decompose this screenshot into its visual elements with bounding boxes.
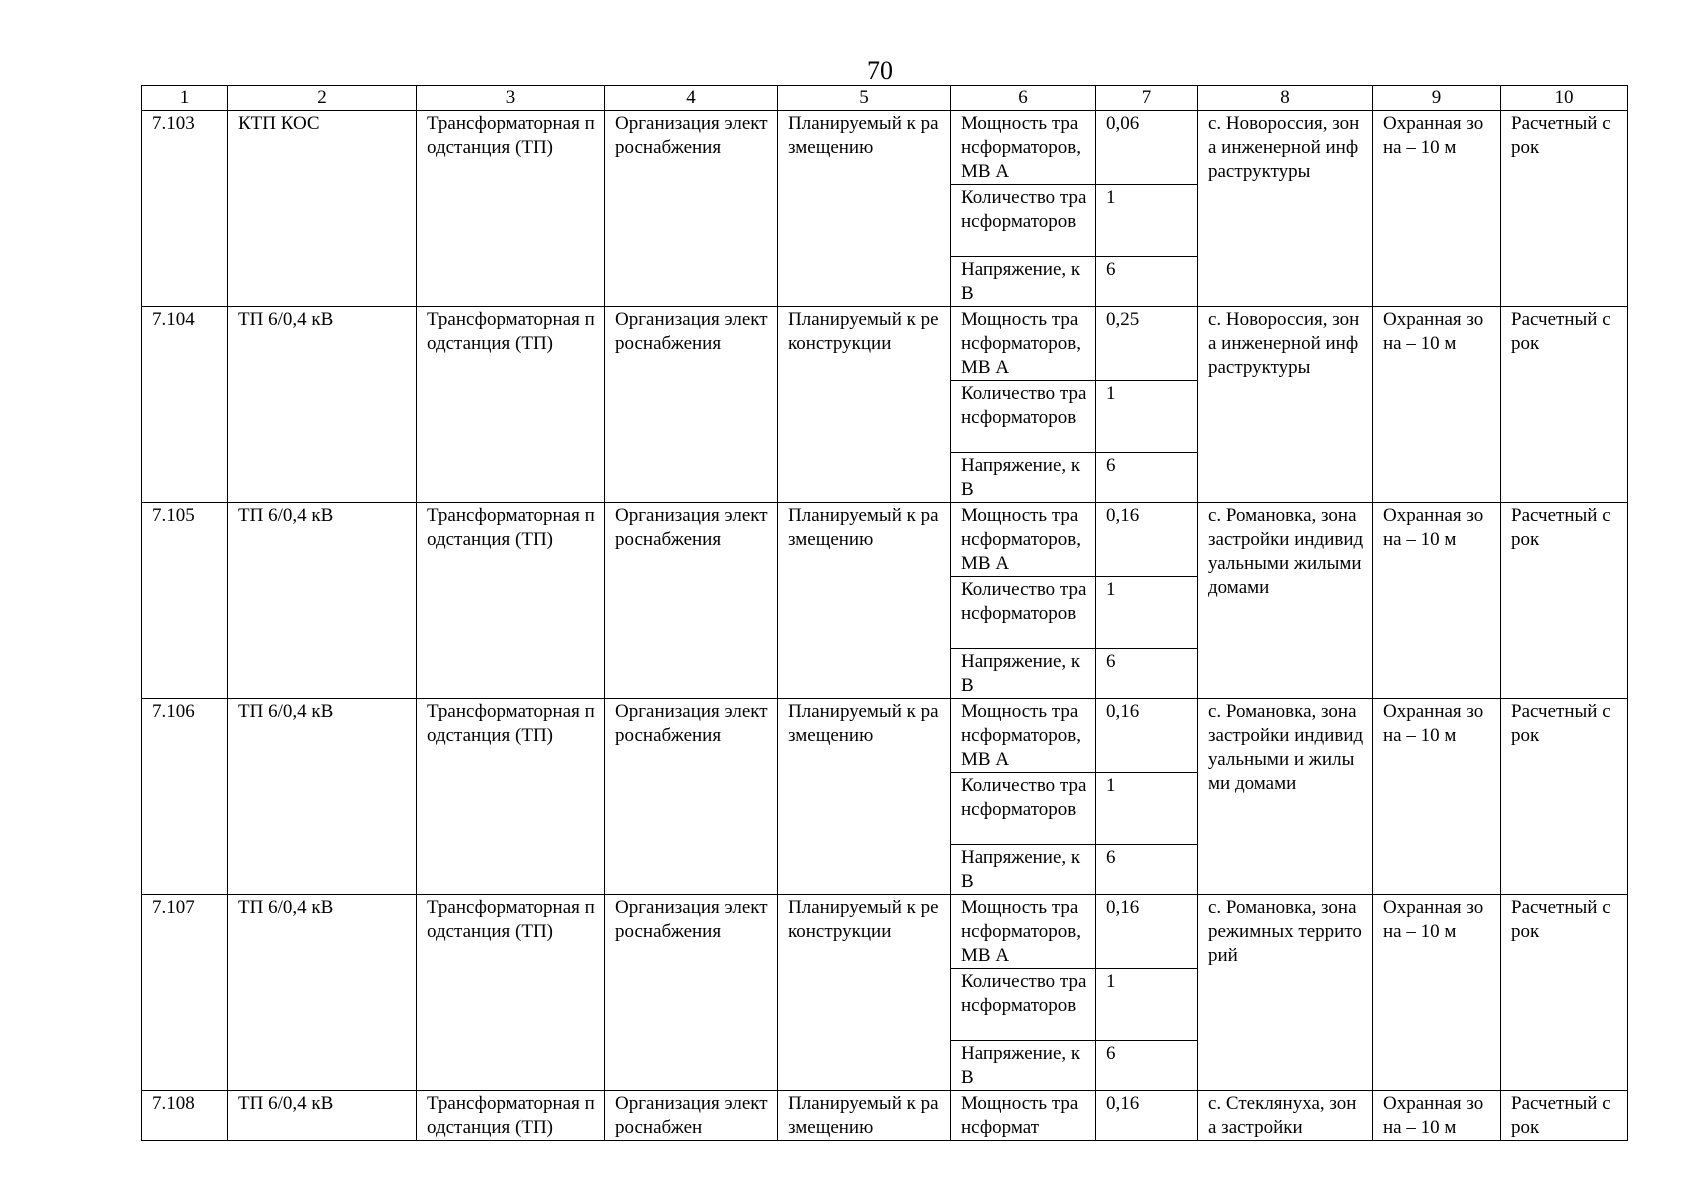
object-name: ТП 6/0,4 кВ <box>228 307 417 503</box>
param-value: 6 <box>1096 257 1198 307</box>
param-label: Мощность трансформаторов, МВ А <box>951 699 1096 773</box>
column-number-5: 5 <box>778 86 951 111</box>
param-label: Количество трансформаторов <box>951 969 1096 1041</box>
param-value: 6 <box>1096 1041 1198 1091</box>
param-value: 0,25 <box>1096 307 1198 381</box>
protection-zone: Охранная зона – 10 м <box>1373 111 1501 307</box>
param-value: 0,16 <box>1096 699 1198 773</box>
object-status: Планируемый к размещению <box>778 111 951 307</box>
row-number: 7.104 <box>142 307 228 503</box>
param-value: 1 <box>1096 185 1198 257</box>
column-number-4: 4 <box>605 86 778 111</box>
param-label: Мощность трансформаторов, МВ А <box>951 503 1096 577</box>
protection-zone: Охранная зона – 10 м <box>1373 307 1501 503</box>
implementation-term: Расчетный срок <box>1501 111 1628 307</box>
object-status: Планируемый к размещению <box>778 699 951 895</box>
row-number: 7.103 <box>142 111 228 307</box>
row-number: 7.105 <box>142 503 228 699</box>
param-label: Напряжение, кВ <box>951 845 1096 895</box>
protection-zone: Охранная зона – 10 м <box>1373 1091 1501 1141</box>
implementation-term: Расчетный срок <box>1501 699 1628 895</box>
param-value: 6 <box>1096 845 1198 895</box>
object-purpose: Организация электроснабжения <box>605 307 778 503</box>
object-location: с. Стеклянуха, зона застройки <box>1198 1091 1373 1141</box>
implementation-term: Расчетный срок <box>1501 1091 1628 1141</box>
table-row <box>142 503 1628 577</box>
object-type: Трансформаторная подстанция (ТП) <box>417 503 605 699</box>
param-label: Напряжение, кВ <box>951 453 1096 503</box>
implementation-term: Расчетный срок <box>1501 895 1628 1091</box>
param-value: 1 <box>1096 577 1198 649</box>
param-value: 6 <box>1096 453 1198 503</box>
object-status: Планируемый к реконструкции <box>778 895 951 1091</box>
row-number: 7.108 <box>142 1091 228 1141</box>
object-purpose: Организация электроснабжения <box>605 503 778 699</box>
param-value: 6 <box>1096 649 1198 699</box>
object-status: Планируемый к размещению <box>778 503 951 699</box>
param-value: 1 <box>1096 773 1198 845</box>
column-number-7: 7 <box>1096 86 1198 111</box>
object-location: с. Новороссия, зона инженерной инфраструктуры <box>1198 111 1373 307</box>
param-label: Количество трансформаторов <box>951 577 1096 649</box>
param-label: Количество трансформаторов <box>951 773 1096 845</box>
object-name: ТП 6/0,4 кВ <box>228 895 417 1091</box>
protection-zone: Охранная зона – 10 м <box>1373 699 1501 895</box>
object-location: с. Романовка, зона застройки индивидуальными жилыми домами <box>1198 503 1373 699</box>
param-label: Напряжение, кВ <box>951 1041 1096 1091</box>
param-value: 0,16 <box>1096 895 1198 969</box>
param-label: Мощность трансформат <box>951 1091 1096 1141</box>
implementation-term: Расчетный срок <box>1501 307 1628 503</box>
param-value: 0,06 <box>1096 111 1198 185</box>
row-number: 7.107 <box>142 895 228 1091</box>
object-purpose: Организация электроснабжения <box>605 699 778 895</box>
column-number-3: 3 <box>417 86 605 111</box>
table-row <box>142 307 1628 381</box>
object-type: Трансформаторная подстанция (ТП) <box>417 307 605 503</box>
column-number-8: 8 <box>1198 86 1373 111</box>
object-purpose: Организация электроснабжен <box>605 1091 778 1141</box>
object-name: ТП 6/0,4 кВ <box>228 503 417 699</box>
param-label: Мощность трансформаторов, МВ А <box>951 307 1096 381</box>
table-header-row <box>142 86 1628 111</box>
table-row <box>142 1091 1628 1141</box>
column-number-2: 2 <box>228 86 417 111</box>
param-label: Напряжение, кВ <box>951 649 1096 699</box>
substations-table <box>141 85 1628 1141</box>
object-status: Планируемый к реконструкции <box>778 307 951 503</box>
param-label: Мощность трансформаторов, МВ А <box>951 111 1096 185</box>
param-value: 1 <box>1096 381 1198 453</box>
object-status: Планируемый к размещению <box>778 1091 951 1141</box>
table-row <box>142 895 1628 969</box>
object-name: ТП 6/0,4 кВ <box>228 699 417 895</box>
column-number-1: 1 <box>142 86 228 111</box>
table-row <box>142 111 1628 185</box>
object-type: Трансформаторная подстанция (ТП) <box>417 1091 605 1141</box>
param-label: Мощность трансформаторов, МВ А <box>951 895 1096 969</box>
param-label: Количество трансформаторов <box>951 185 1096 257</box>
object-type: Трансформаторная подстанция (ТП) <box>417 895 605 1091</box>
row-number: 7.106 <box>142 699 228 895</box>
column-number-6: 6 <box>951 86 1096 111</box>
object-type: Трансформаторная подстанция (ТП) <box>417 699 605 895</box>
param-value: 1 <box>1096 969 1198 1041</box>
protection-zone: Охранная зона – 10 м <box>1373 503 1501 699</box>
object-location: с. Романовка, зона режимных территорий <box>1198 895 1373 1091</box>
table-row <box>142 699 1628 773</box>
object-type: Трансформаторная подстанция (ТП) <box>417 111 605 307</box>
param-value: 0,16 <box>1096 503 1198 577</box>
param-label: Количество трансформаторов <box>951 381 1096 453</box>
object-purpose: Организация электроснабжения <box>605 111 778 307</box>
implementation-term: Расчетный срок <box>1501 503 1628 699</box>
protection-zone: Охранная зона – 10 м <box>1373 895 1501 1091</box>
page-number: 70 <box>867 56 893 85</box>
param-value: 0,16 <box>1096 1091 1198 1141</box>
object-location: с. Новороссия, зона инженерной инфраструктуры <box>1198 307 1373 503</box>
object-name: ТП 6/0,4 кВ <box>228 1091 417 1141</box>
column-number-9: 9 <box>1373 86 1501 111</box>
object-location: с. Романовка, зона застройки индивидуальными и жилыми домами <box>1198 699 1373 895</box>
param-label: Напряжение, кВ <box>951 257 1096 307</box>
object-name: КТП КОС <box>228 111 417 307</box>
column-number-10: 10 <box>1501 86 1628 111</box>
object-purpose: Организация электроснабжения <box>605 895 778 1091</box>
